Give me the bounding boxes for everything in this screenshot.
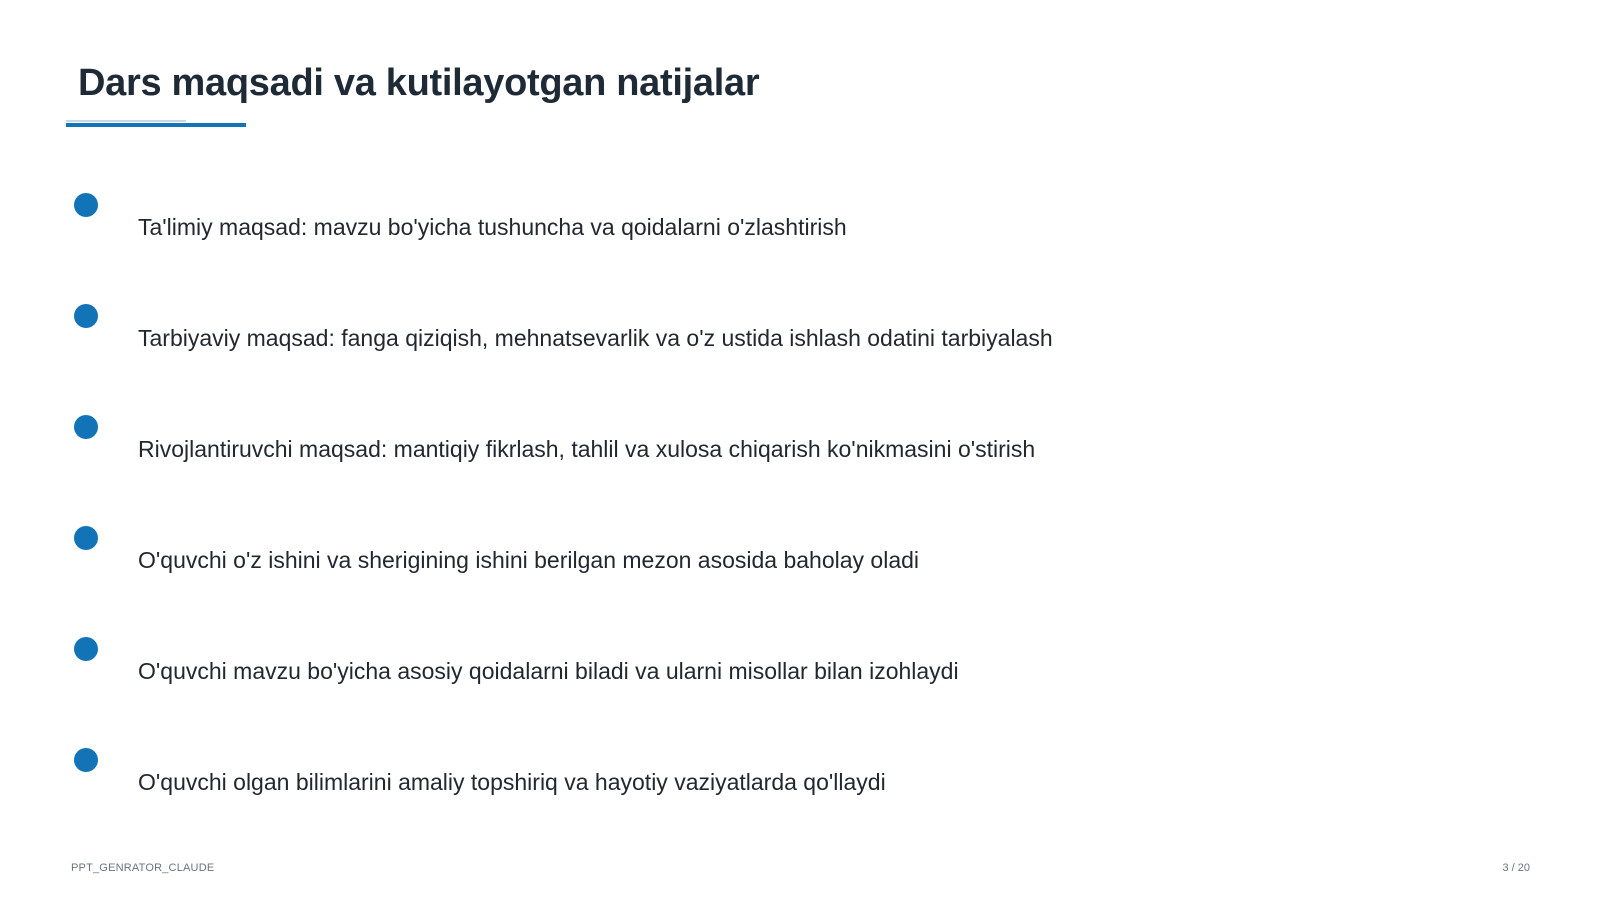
bullet-item bbox=[0, 526, 1200, 586]
bullet-text: O'quvchi olgan bilimlarini amaliy topshiriq va hayotiy vaziyatlarda qo'llaydi bbox=[138, 769, 886, 795]
bullet-dot-icon bbox=[74, 637, 98, 661]
bullet-item bbox=[0, 193, 1200, 253]
bullet-dot-icon bbox=[74, 526, 98, 550]
bullet-item bbox=[0, 637, 1200, 697]
bullet-dot-icon bbox=[74, 415, 98, 439]
bullet-text: Ta'limiy maqsad: mavzu bo'yicha tushuncha va qoidalarni o'zlashtirish bbox=[138, 214, 847, 240]
bullet-text: O'quvchi mavzu bo'yicha asosiy qoidalarni biladi va ularni misollar bilan izohlaydi bbox=[138, 658, 959, 684]
bullet-dot-icon bbox=[74, 193, 98, 217]
footer-source: PPT_GENRATOR_CLAUDE bbox=[71, 862, 215, 874]
page-number: 3 / 20 bbox=[1502, 862, 1530, 874]
bullet-item bbox=[0, 748, 1200, 808]
bullet-item bbox=[0, 415, 1200, 475]
bullet-text: O'quvchi o'z ishini va sherigining ishini berilgan mezon asosida baholay oladi bbox=[138, 547, 920, 573]
bullet-dot-icon bbox=[74, 304, 98, 328]
title-underline bbox=[66, 123, 246, 127]
bullet-item bbox=[0, 304, 1200, 364]
title-underline-shade bbox=[66, 120, 186, 122]
bullet-text: Tarbiyaviy maqsad: fanga qiziqish, mehnatsevarlik va o'z ustida ishlash odatini tarbiyalash bbox=[138, 325, 1053, 351]
bullet-dot-icon bbox=[74, 748, 98, 772]
bullet-text: Rivojlantiruvchi maqsad: mantiqiy fikrlash, tahlil va xulosa chiqarish ko'nikmasini o'stirish bbox=[138, 436, 1036, 462]
slide-title: Dars maqsadi va kutilayotgan natijalar bbox=[78, 62, 760, 104]
